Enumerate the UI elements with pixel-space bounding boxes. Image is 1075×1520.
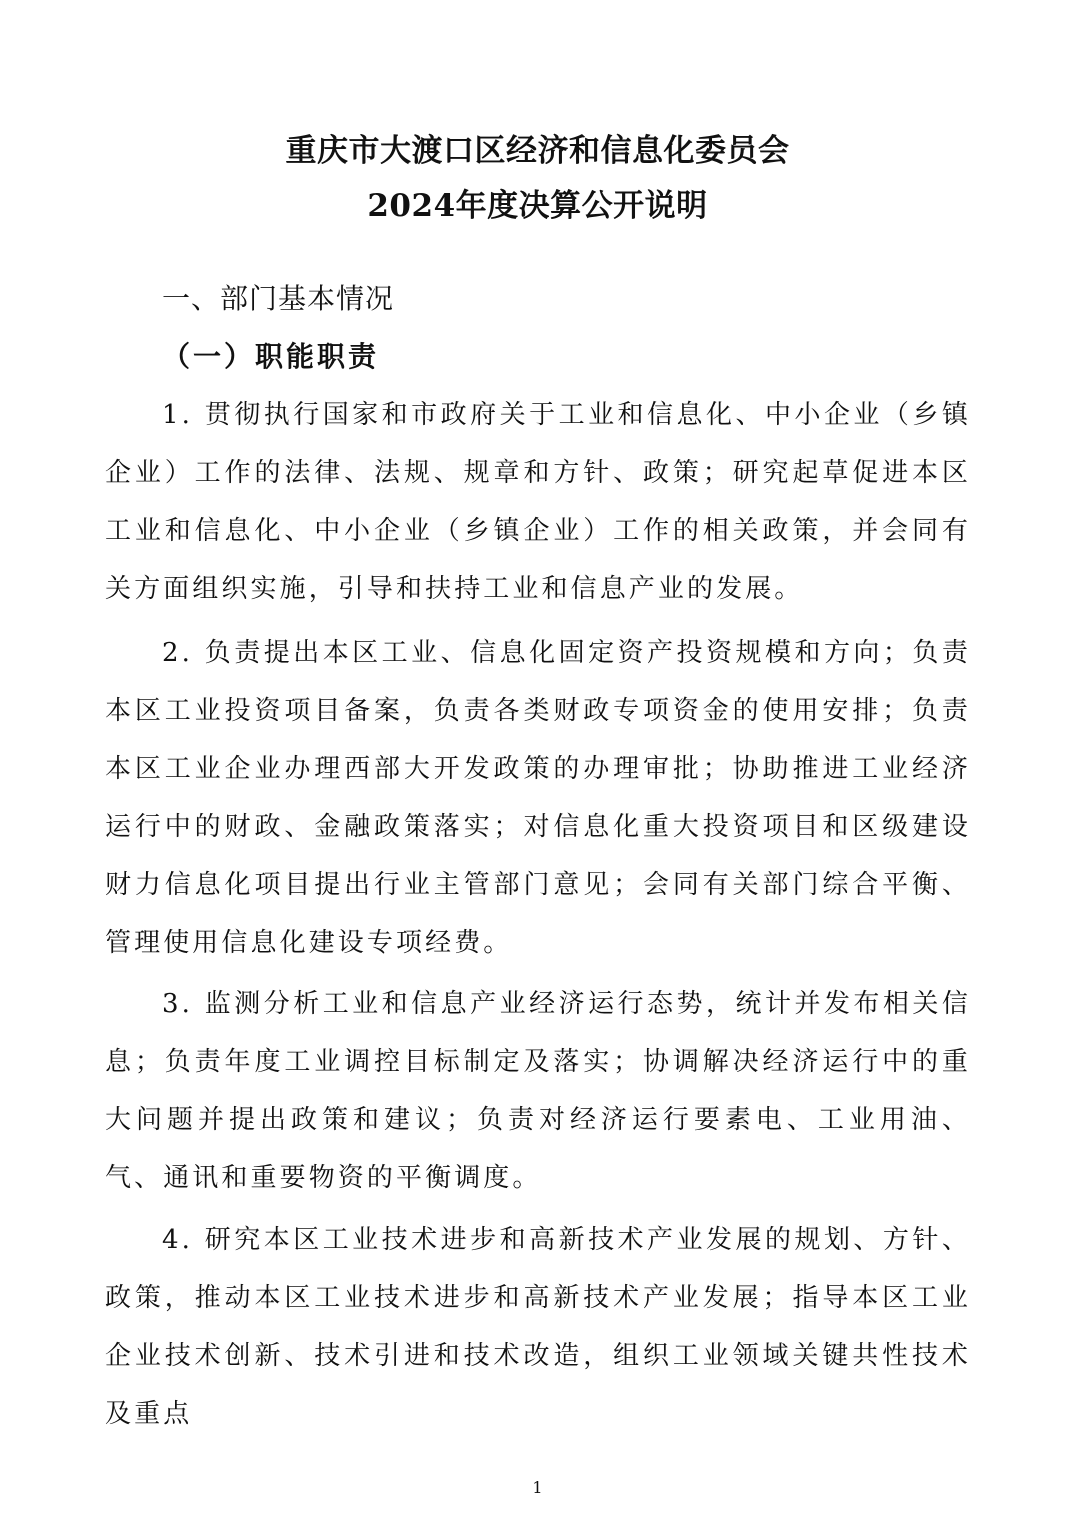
- paragraph-3: 3. 监测分析工业和信息产业经济运行态势，统计并发布相关信息；负责年度工业调控目标制定及落实；协调解决经济运行中的重大问题并提出政策和建议；负责对经济运行要素电、工业用油、气、通讯和重要物资的平衡调度。: [105, 989, 971, 1193]
- paragraph-1: 1. 贯彻执行国家和市政府关于工业和信息化、中小企业（乡镇企业）工作的法律、法规、规章和方针、政策；研究起草促进本区工业和信息化、中小企业（乡镇企业）工作的相关政策，并会同有关方面组织实施，引导和扶持工业和信息产业的发展。: [105, 400, 971, 604]
- subsection-heading: （一）职能职责: [162, 340, 380, 373]
- paragraph-2: 2. 负责提出本区工业、信息化固定资产投资规模和方向；负责本区工业投资项目备案，负责各类财政专项资金的使用安排；负责本区工业企业办理西部大开发政策的办理审批；协助推进工业经济运行中的财政、金融政策落实；对信息化重大投资项目和区级建设财力信息化项目提出行业主管部门意见；会同有关部门综合平衡、管理使用信息化建设专项经费。: [105, 638, 971, 958]
- page-number: 1: [532, 1478, 543, 1497]
- paragraph-4: 4. 研究本区工业技术进步和高新技术产业发展的规划、方针、政策，推动本区工业技术进步和高新技术产业发展；指导本区工业企业技术创新、技术引进和技术改造，组织工业领域关键共性技术及重点: [105, 1225, 971, 1429]
- document-title-line-2: 2024年度决算公开说明: [367, 188, 708, 224]
- section-heading: 一、部门基本情况: [162, 282, 395, 315]
- document-title-line-1: 重庆市大渡口区经济和信息化委员会: [285, 133, 790, 169]
